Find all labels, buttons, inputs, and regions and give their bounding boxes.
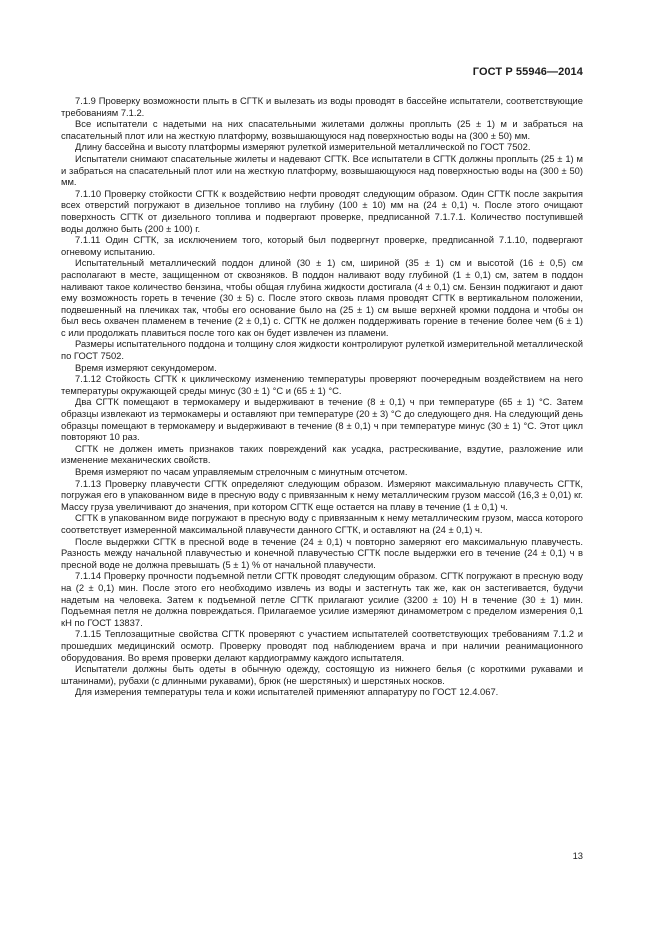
paragraph: Время измеряют секундомером. (75, 361, 217, 373)
paragraph: Испытательный металлический поддон длиной (30 ± 1) см, шириной (35 ± 1) см и высотой (16 ± 0,5) см располагают в месте, защищенном от сквозняков. В поддон наливают воду глубиной (1 ± 0,1) см, затем в поддон наливают такое количество бензина, чтобы общая глубина жидкости достигала (4 ± 0,1) см. Бензин поджигают и дают ему возможность гореть в течение (30 ± 5) с. После этого сквозь пламя проводят СГТК в вертикальном положении, подвешенный на плечиках так, чтобы его основание было на (25 ± 1) см выше верхней кромки поддона и чтобы он был весь охвачен пламенем в течение (2 ± 0,1) с. СГТК не должен поддерживать горение в течение более чем (6 ± 1) с или продолжать плавиться после того как он будет извлечен из пламени. (61, 257, 583, 338)
paragraph: Испытатели снимают спасательные жилеты и надевают СГТК. Все испытатели в СГТК должны проплыть (25 ± 1) м и забраться на спасательный плот или на жесткую платформу, возвышающуюся над поверхностью воды на (300 ± 50) мм. (61, 152, 583, 188)
paragraph: После выдержки СГТК в пресной воде в течение (24 ± 0,1) ч повторно замеряют его максимальную плавучесть. Разность между начальной плавучестью и конечной плавучестью СГТК после выдержки его в течение (24 ± 0,1) ч в пресной воде не должна превышать (5 ± 1) % от начальной плавучести. (61, 535, 583, 570)
paragraph: 7.1.9 Проверку возможности плыть в СГТК и вылезать из воды проводят в бассейне испытатели, соответствующие требованиям 7.1.2. (61, 95, 583, 118)
paragraph: Испытатели должны быть одеты в обычную одежду, состоящую из нижнего белья (с короткими рукавами и штанинами), рубахи (с длинными рукавами), брюк (не шерстяных) и шерстяных носков. (61, 663, 583, 686)
paragraph: 7.1.10 Проверку стойкости СГТК к воздействию нефти проводят следующим образом. Один СГТК после закрытия всех отверстий погружают в дизельное топливо на глубину (100 ± 10) мм на (24 ± 0,1) ч. После этого очищают поверхность СГТК от дизельного топлива и подвергают проверке, предписанной 7.1.7.1. Количество поступившей воды должно быть (200 ± 100) г. (61, 187, 583, 234)
paragraph: 7.1.15 Теплозащитные свойства СГТК проверяют с участием испытателей соответствующих требованиям 7.1.2 и прошедших медицинский осмотр. Проверку проводят под наблюдением врача и при наличии реанимационного оборудования. Во время проверки делают кардиограмму каждого испытателя. (61, 628, 583, 663)
paragraph: Два СГТК помещают в термокамеру и выдерживают в течение (8 ± 0,1) ч при температуре (65 ± 1) °С. Затем образцы извлекают из термокамеры и оставляют при температуре (20 ± 3) °С до следующего дня. На следующий день образцы помещают в термокамеру и выдерживают в течение (8 ± 0,1) ч при температуре минус (30 ± 1) °С. Этот цикл повторяют 10 раз. (61, 396, 583, 443)
paragraph: СГТК в упакованном виде погружают в пресную воду с привязанным к нему металлическим грузом, масса которого соответствует измеренной максимальной плавучести данного СГТК, и оставляют на (24 ± 0,1) ч. (61, 512, 583, 535)
paragraph: 7.1.12 Стойкость СГТК к циклическому изменению температуры проверяют поочередным воздействием на него температуры окружающей среды минус (30 ± 1) °С и (65 ± 1) °С. (61, 373, 583, 396)
page-number: 13 (572, 850, 583, 861)
paragraph: 7.1.13 Проверку плавучести СГТК определяют следующим образом. Измеряют максимальную плавучесть СГТК, погружая его в упакованном виде в пресную воду с привязанным к нему металлическим грузом массой (16,3 ± 0,01) кг. Массу груза увеличивают до значения, при котором СГТК еще остается на плаву в течение (1 ± 0,1) ч. (61, 477, 583, 512)
paragraph: Все испытатели с надетыми на них спасательными жилетами должны проплыть (25 ± 1) м и забраться на спасательный плот или на жесткую платформу, возвышающуюся над поверхностью воды на (300 ± 50) мм. (61, 118, 583, 141)
paragraph: Для измерения температуры тела и кожи испытателей применяют аппаратуру по ГОСТ 12.4.067. (75, 686, 499, 698)
paragraph: Размеры испытательного поддона и толщину слоя жидкости контролируют рулеткой измерительной металлической по ГОСТ 7502. (61, 338, 583, 362)
paragraph: СГТК не должен иметь признаков таких повреждений как усадка, растрескивание, вздутие, разложение или изменение механических свойств. (61, 442, 583, 466)
paragraph: Время измеряют по часам управляемым стрелочным с минутным отсчетом. (75, 466, 408, 477)
document-body (61, 95, 583, 698)
document-header: ГОСТ Р 55946—2014 (472, 66, 583, 78)
paragraph: 7.1.14 Проверку прочности подъемной петли СГТК проводят следующим образом. СГТК погружают в пресную воду на (2 ± 0,1) мин. После этого его необходимо извлечь из воды и застегнуть так же, как он застегивается, будучи надетым на человека. Затем к подъемной петле СГТК прилагают усилие (3200 ± 10) Н в течение (30 ± 1) мин. Подъемная петля не должна повреждаться. Прилагаемое усилие измеряют динамометром с пределом измерения 0,1 кН по ГОСТ 13837. (61, 570, 583, 628)
paragraph: Длину бассейна и высоту платформы измеряют рулеткой измерительной металлической по ГОСТ 7502. (75, 141, 531, 153)
paragraph: 7.1.11 Один СГТК, за исключением того, который был подвергнут проверке, предписанной 7.1.10, подвергают огневому испытанию. (61, 234, 583, 257)
